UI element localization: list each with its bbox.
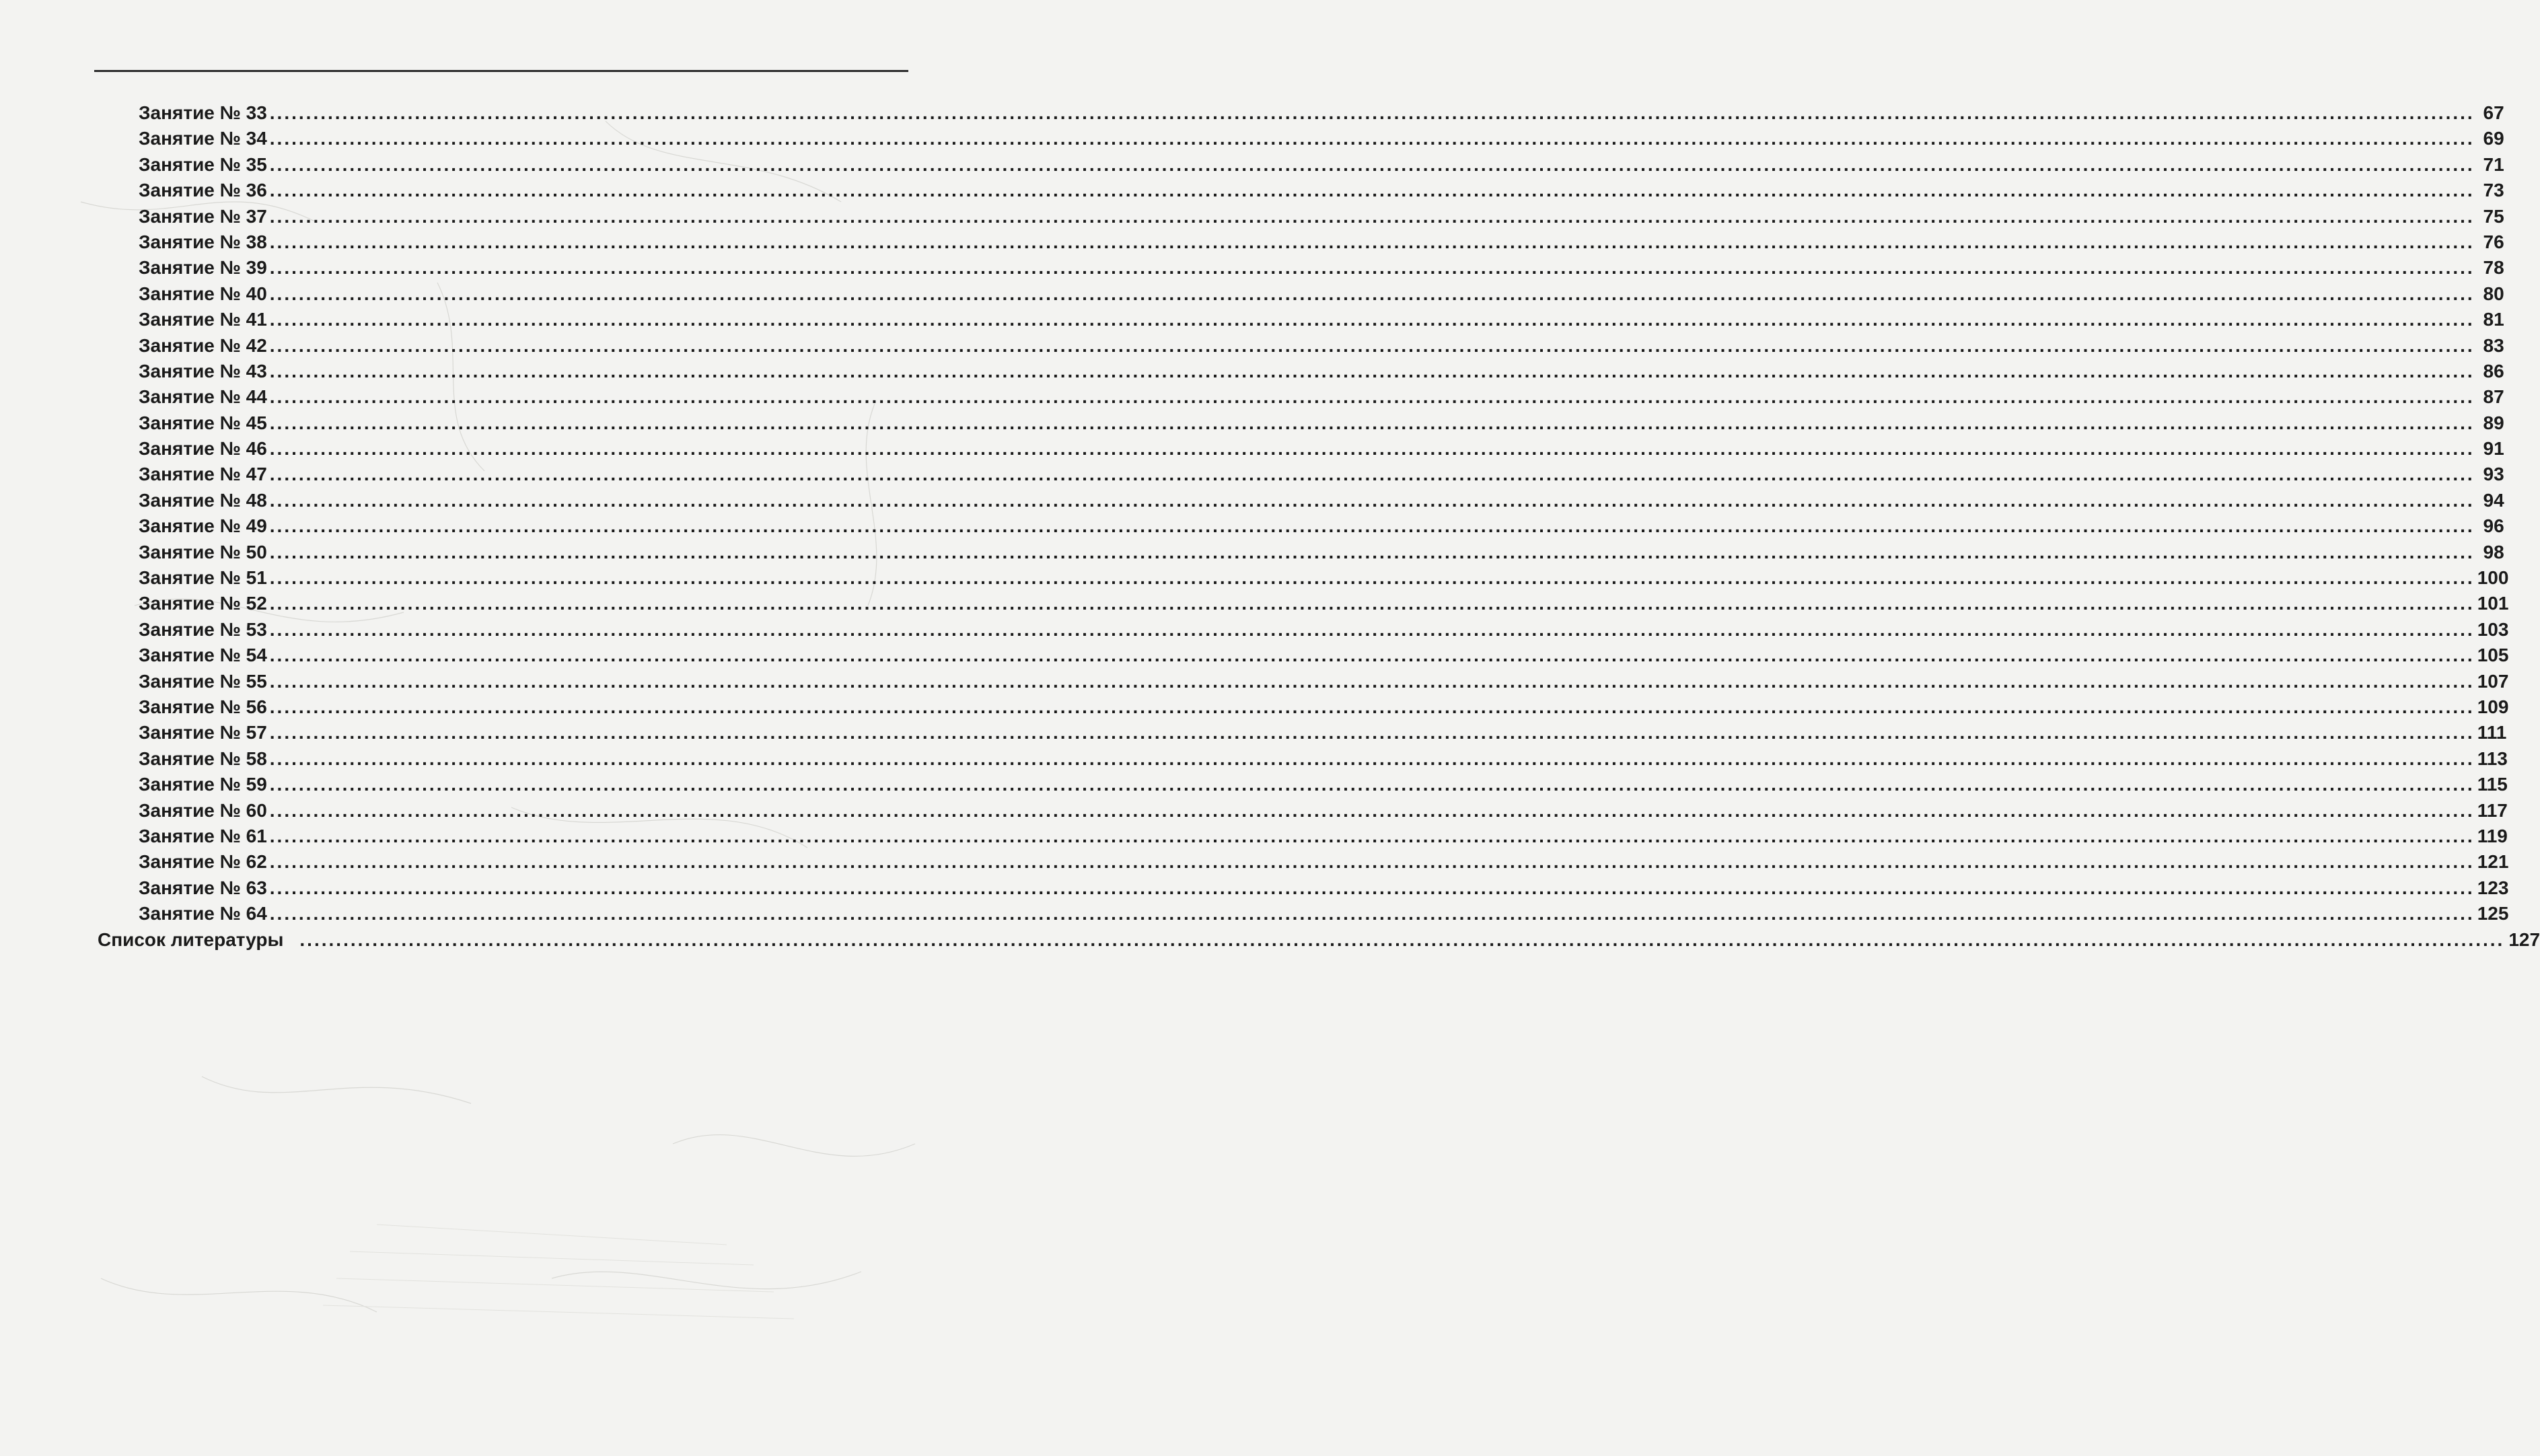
toc-entry[interactable] bbox=[139, 229, 2504, 255]
toc-entry-label: Занятие № 62 bbox=[139, 851, 267, 873]
toc-entry-label: Занятие № 50 bbox=[139, 541, 267, 562]
toc-entry-label: Занятие № 51 bbox=[139, 567, 267, 589]
toc-entry-label: Занятие № 33 bbox=[139, 102, 267, 123]
toc-entry-page: 101 bbox=[2477, 593, 2509, 614]
toc-leader-dots: ................................................................................................................................................................................................................................................................................................................ bbox=[269, 102, 2475, 123]
toc-entry-page: 105 bbox=[2477, 645, 2509, 666]
toc-entry-page: 115 bbox=[2477, 774, 2508, 795]
toc-entry-page: 73 bbox=[2483, 180, 2504, 201]
header-rule bbox=[94, 70, 908, 72]
toc-entry[interactable] bbox=[139, 849, 2509, 875]
toc-entry-page: 123 bbox=[2477, 877, 2509, 898]
toc-entry-page: 69 bbox=[2483, 128, 2504, 149]
toc-entry-label: Занятие № 46 bbox=[139, 438, 267, 460]
toc-entry-label: Занятие № 40 bbox=[139, 283, 267, 304]
toc-entry-page: 83 bbox=[2483, 334, 2504, 356]
toc-entry[interactable] bbox=[139, 333, 2504, 359]
toc-entry-page: 125 bbox=[2477, 903, 2509, 924]
toc-entry[interactable] bbox=[139, 255, 2504, 281]
toc-entry[interactable] bbox=[139, 359, 2504, 384]
toc-entry-page: 107 bbox=[2477, 670, 2509, 692]
toc-entry-page: 76 bbox=[2483, 231, 2504, 252]
toc-leader-dots: ................................................................................................................................................................................................................................................................................................................ bbox=[269, 774, 2475, 795]
toc-leader-dots: ................................................................................................................................................................................................................................................................................................................ bbox=[269, 360, 2475, 381]
toc-entry-page: 81 bbox=[2483, 309, 2504, 330]
toc-entry[interactable] bbox=[139, 798, 2508, 824]
toc-leader-dots: ................................................................................................................................................................................................................................................................................................................ bbox=[269, 722, 2475, 743]
toc-leader-dots: ................................................................................................................................................................................................................................................................................................................ bbox=[269, 412, 2475, 433]
toc-entry-label: Занятие № 52 bbox=[139, 593, 267, 614]
toc-entry-label: Занятие № 64 bbox=[139, 903, 267, 924]
toc-entry-label: Занятие № 35 bbox=[139, 153, 267, 175]
toc-entry-label: Занятие № 57 bbox=[139, 722, 267, 743]
toc-entry-label: Занятие № 60 bbox=[139, 799, 267, 821]
toc-entry-label: Занятие № 49 bbox=[139, 515, 267, 537]
toc-entry-page: 94 bbox=[2483, 489, 2504, 511]
toc-entry-page: 89 bbox=[2483, 412, 2504, 433]
toc-entry-page: 103 bbox=[2477, 618, 2509, 640]
toc-entry-page: 113 bbox=[2477, 748, 2508, 769]
toc-entry-page: 80 bbox=[2483, 283, 2504, 304]
toc-leader-dots: ................................................................................................................................................................................................................................................................................................................ bbox=[269, 180, 2475, 201]
toc-entry[interactable] bbox=[139, 720, 2507, 745]
toc-leader-dots: ................................................................................................................................................................................................................................................................................................................ bbox=[269, 128, 2475, 149]
toc-leader-dots: ................................................................................................................................................................................................................................................................................................................ bbox=[269, 489, 2475, 511]
toc-entry[interactable] bbox=[139, 643, 2509, 668]
toc-entry-page: 121 bbox=[2477, 851, 2509, 873]
toc-entry-label: Занятие № 39 bbox=[139, 257, 267, 279]
toc-entry-page: 86 bbox=[2483, 360, 2504, 381]
toc-entry-page: 127 bbox=[2508, 929, 2540, 950]
toc-entry-label: Занятие № 53 bbox=[139, 618, 267, 640]
toc-entry-page: 93 bbox=[2483, 464, 2504, 485]
toc-entry[interactable] bbox=[139, 694, 2509, 720]
toc-entry-label: Занятие № 45 bbox=[139, 412, 267, 433]
toc-entry-label: Занятие № 41 bbox=[139, 309, 267, 330]
toc-entry-page: 111 bbox=[2477, 722, 2507, 743]
toc-entry[interactable] bbox=[139, 875, 2509, 901]
toc-leader-dots: ................................................................................................................................................................................................................................................................................................................ bbox=[269, 438, 2475, 460]
toc-entry-label: Занятие № 59 bbox=[139, 774, 267, 795]
toc-leader-dots: ................................................................................................................................................................................................................................................................................................................ bbox=[269, 593, 2475, 614]
toc-entry[interactable] bbox=[139, 824, 2508, 849]
toc-entry[interactable] bbox=[139, 901, 2509, 926]
toc-entry[interactable] bbox=[139, 462, 2504, 487]
toc-entry-label: Занятие № 47 bbox=[139, 464, 267, 485]
toc-entry[interactable] bbox=[139, 591, 2509, 616]
toc-entry-page: 67 bbox=[2483, 102, 2504, 123]
toc-entry[interactable] bbox=[139, 669, 2509, 694]
toc-entry-label: Занятие № 55 bbox=[139, 670, 267, 692]
toc-entry-page: 98 bbox=[2483, 541, 2504, 562]
toc-leader-dots: ................................................................................................................................................................................................................................................................................................................ bbox=[269, 309, 2475, 330]
toc-leader-dots: ................................................................................................................................................................................................................................................................................................................ bbox=[269, 670, 2475, 692]
toc-entry-label: Занятие № 44 bbox=[139, 386, 267, 408]
toc-entry-label: Занятие № 38 bbox=[139, 231, 267, 252]
toc-entry-page: 109 bbox=[2477, 696, 2509, 717]
toc-entry-label: Занятие № 43 bbox=[139, 360, 267, 381]
toc-entry-label: Занятие № 48 bbox=[139, 489, 267, 511]
toc-leader-dots: ................................................................................................................................................................................................................................................................................................................ bbox=[269, 334, 2475, 356]
toc-entry-page: 91 bbox=[2483, 438, 2504, 460]
toc-entry[interactable] bbox=[139, 204, 2504, 229]
toc-entry[interactable] bbox=[139, 152, 2504, 178]
toc-leader-dots: ................................................................................................................................................................................................................................................................................................................ bbox=[299, 929, 2505, 950]
toc-leader-dots: ................................................................................................................................................................................................................................................................................................................ bbox=[269, 645, 2475, 666]
toc-leader-dots: ................................................................................................................................................................................................................................................................................................................ bbox=[269, 567, 2475, 589]
toc-leader-dots: ................................................................................................................................................................................................................................................................................................................ bbox=[269, 696, 2475, 717]
toc-entry-page: 96 bbox=[2483, 515, 2504, 537]
toc-leader-dots: ................................................................................................................................................................................................................................................................................................................ bbox=[269, 386, 2475, 408]
toc-entry-bibliography[interactable] bbox=[98, 927, 2540, 953]
toc-leader-dots: ................................................................................................................................................................................................................................................................................................................ bbox=[269, 748, 2475, 769]
toc-entry[interactable] bbox=[139, 436, 2504, 462]
toc-entry-page: 117 bbox=[2477, 799, 2508, 821]
toc-entry[interactable] bbox=[139, 410, 2504, 436]
toc-entry-label: Список литературы bbox=[98, 929, 284, 950]
toc-entry-label: Занятие № 61 bbox=[139, 825, 267, 846]
toc-leader-dots: ................................................................................................................................................................................................................................................................................................................ bbox=[269, 877, 2475, 898]
toc-leader-dots: ................................................................................................................................................................................................................................................................................................................ bbox=[269, 825, 2475, 846]
toc-leader-dots: ................................................................................................................................................................................................................................................................................................................ bbox=[269, 153, 2475, 175]
toc-leader-dots: ................................................................................................................................................................................................................................................................................................................ bbox=[269, 618, 2475, 640]
toc-entry-label: Занятие № 42 bbox=[139, 334, 267, 356]
table-of-contents bbox=[139, 100, 2509, 927]
toc-entry[interactable] bbox=[139, 617, 2509, 643]
toc-entry[interactable] bbox=[139, 772, 2508, 797]
toc-entry[interactable] bbox=[139, 126, 2504, 151]
toc-leader-dots: ................................................................................................................................................................................................................................................................................................................ bbox=[269, 903, 2475, 924]
toc-entry[interactable] bbox=[139, 384, 2504, 410]
toc-entry-label: Занятие № 63 bbox=[139, 877, 267, 898]
toc-entry[interactable] bbox=[139, 565, 2509, 591]
toc-leader-dots: ................................................................................................................................................................................................................................................................................................................ bbox=[269, 257, 2475, 279]
toc-leader-dots: ................................................................................................................................................................................................................................................................................................................ bbox=[269, 464, 2475, 485]
toc-entry[interactable] bbox=[139, 307, 2504, 332]
toc-leader-dots: ................................................................................................................................................................................................................................................................................................................ bbox=[269, 851, 2475, 873]
toc-entry[interactable] bbox=[139, 178, 2504, 203]
toc-leader-dots: ................................................................................................................................................................................................................................................................................................................ bbox=[269, 205, 2475, 227]
toc-entry[interactable] bbox=[139, 513, 2504, 539]
toc-leader-dots: ................................................................................................................................................................................................................................................................................................................ bbox=[269, 283, 2475, 304]
toc-entry-label: Занятие № 54 bbox=[139, 645, 267, 666]
toc-entry-label: Занятие № 34 bbox=[139, 128, 267, 149]
toc-entry[interactable] bbox=[139, 100, 2504, 126]
toc-leader-dots: ................................................................................................................................................................................................................................................................................................................ bbox=[269, 231, 2475, 252]
toc-entry-page: 100 bbox=[2477, 567, 2509, 589]
toc-entry-page: 75 bbox=[2483, 205, 2504, 227]
toc-entry[interactable] bbox=[139, 746, 2508, 772]
toc-leader-dots: ................................................................................................................................................................................................................................................................................................................ bbox=[269, 799, 2475, 821]
toc-leader-dots: ................................................................................................................................................................................................................................................................................................................ bbox=[269, 541, 2475, 562]
toc-entry-label: Занятие № 58 bbox=[139, 748, 267, 769]
toc-entry-label: Занятие № 37 bbox=[139, 205, 267, 227]
toc-entry-page: 71 bbox=[2483, 153, 2504, 175]
toc-entry[interactable] bbox=[139, 281, 2504, 307]
toc-entry-page: 87 bbox=[2483, 386, 2504, 408]
toc-entry-label: Занятие № 56 bbox=[139, 696, 267, 717]
toc-entry-page: 119 bbox=[2477, 825, 2508, 846]
toc-leader-dots: ................................................................................................................................................................................................................................................................................................................ bbox=[269, 515, 2475, 537]
toc-entry-label: Занятие № 36 bbox=[139, 180, 267, 201]
toc-entry[interactable] bbox=[139, 540, 2504, 565]
toc-entry-page: 78 bbox=[2483, 257, 2504, 279]
toc-entry[interactable] bbox=[139, 488, 2504, 513]
